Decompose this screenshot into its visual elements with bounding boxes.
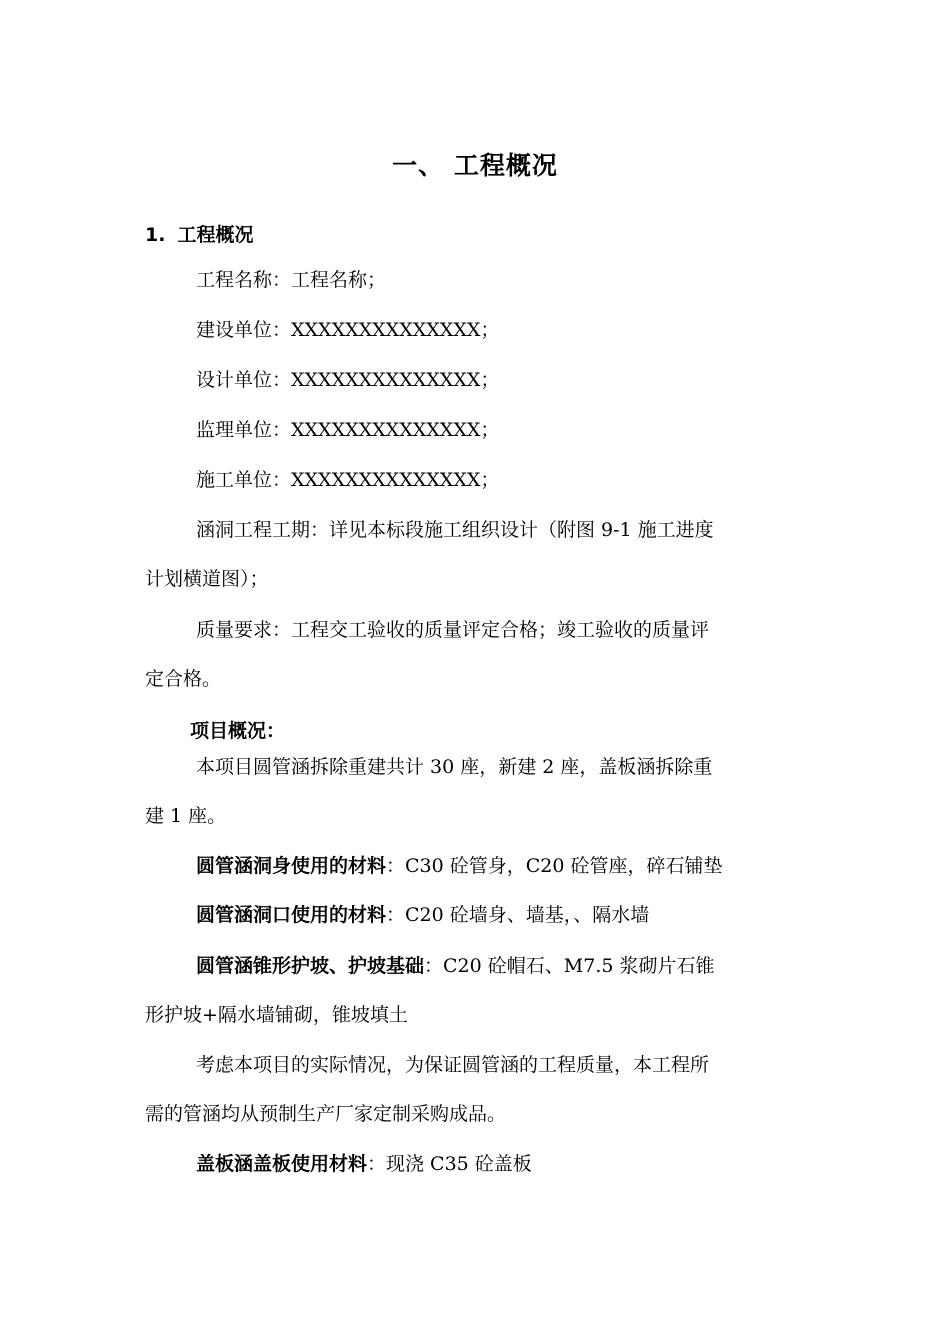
slope-label: 圆管涵锥形护坡、护坡基础 [196,955,425,977]
slab-text: ：现浇 C35 砼盖板 [367,1153,532,1175]
slab-label: 盖板涵盖板使用材料 [196,1153,368,1175]
schedule-line-1: 涵洞工程工期：详见本标段施工组织设计（附图 9-1 施工进度 [196,519,714,541]
supervisor-line: 监理单位：XXXXXXXXXXXXXX； [196,419,500,441]
slope-materials [196,957,714,976]
slope-line-2: 形护坡+隔水墙铺砌，锥坡填土 [145,1004,408,1026]
page-title: 一、 工程概况 [392,151,558,180]
slope-text: ：C20 砼帽石、M7.5 浆砌片石锥 [424,955,715,977]
summary-line-2: 建 1 座。 [145,805,227,827]
slab-materials [196,1155,532,1174]
overview-heading: 项目概况： [190,720,286,742]
consider-line-1: 考虑本项目的实际情况，为保证圆管涵的工程质量，本工程所 [196,1054,710,1076]
pipe-body-materials [196,857,723,876]
pipe-mouth-materials [196,906,649,925]
quality-line-1: 质量要求：工程交工验收的质量评定合格；竣工验收的质量评 [196,619,710,641]
pipe-body-label: 圆管涵洞身使用的材料 [196,855,387,877]
section-label: 工程概况 [177,224,254,246]
summary-line-1: 本项目圆管涵拆除重建共计 30 座，新建 2 座，盖板涵拆除重 [196,756,713,778]
schedule-line-2: 计划横道图）； [145,568,269,590]
project-name-line: 工程名称：工程名称； [196,269,387,291]
pipe-body-text: ：C30 砼管身，C20 砼管座，碎石铺垫 [386,855,723,877]
contractor-line: 施工单位：XXXXXXXXXXXXXX； [196,469,500,491]
quality-line-2: 定合格。 [145,668,222,690]
pipe-mouth-label: 圆管涵洞口使用的材料 [196,904,387,926]
owner-line: 建设单位：XXXXXXXXXXXXXX； [196,319,500,341]
pipe-mouth-text: ：C20 砼墙身、墙基，、隔水墙 [386,904,650,926]
consider-line-2: 需的管涵均从预制生产厂家定制采购成品。 [145,1103,507,1125]
designer-line: 设计单位：XXXXXXXXXXXXXX； [196,369,500,391]
section-number: 1. [145,224,166,246]
section-heading [145,220,253,247]
